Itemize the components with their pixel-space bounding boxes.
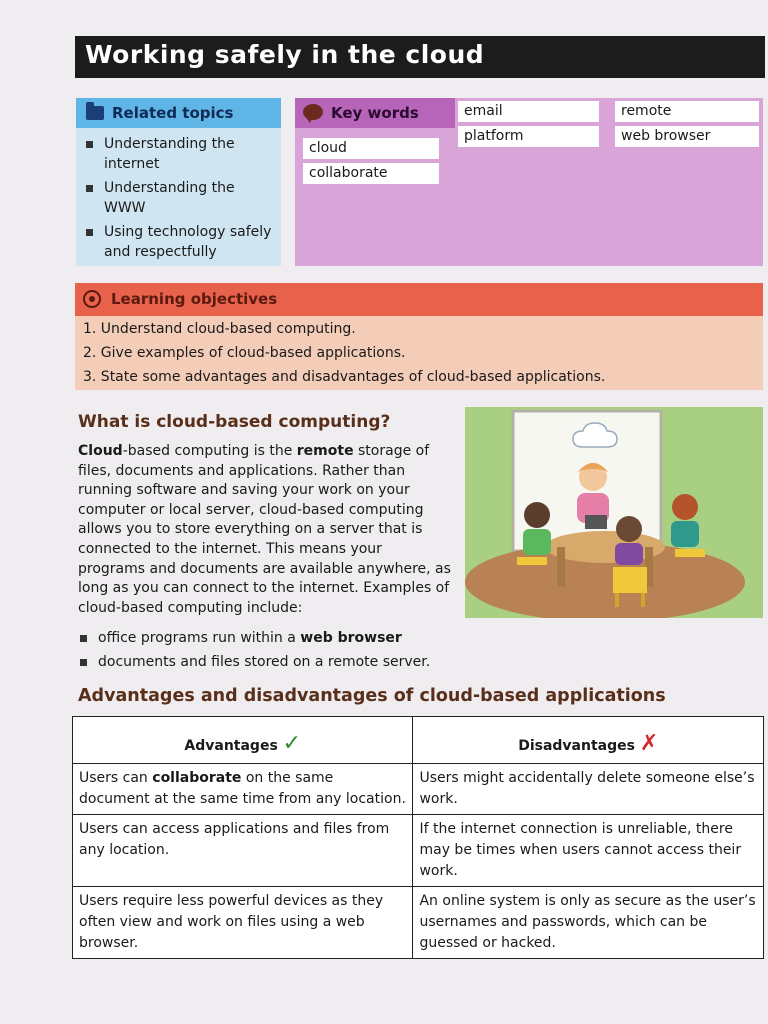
cell-text: Users can xyxy=(79,770,153,786)
keyword-collaborate: collaborate xyxy=(303,163,439,184)
advantage-cell xyxy=(73,764,413,815)
example-item xyxy=(78,628,453,648)
objective-item: 1. Understand cloud-based computing. xyxy=(83,321,356,337)
objective-item: 3. State some advantages and disadvantages of cloud-based applications. xyxy=(83,369,606,385)
check-icon: ✓ xyxy=(282,731,302,756)
table-header-row xyxy=(73,717,764,764)
related-topic-item: Understanding the WWW xyxy=(84,178,279,218)
disadvantages-header xyxy=(413,717,764,764)
speech-bubble-icon xyxy=(303,104,323,120)
classroom-drawing xyxy=(465,407,763,618)
table-row xyxy=(73,887,764,959)
term-collaborate: collaborate xyxy=(152,770,242,786)
related-topics-header xyxy=(76,98,281,128)
related-topic-item: Understanding the internet xyxy=(84,134,279,174)
learning-objectives-header xyxy=(75,283,763,316)
learning-objectives-list xyxy=(75,316,763,390)
example-item: documents and files stored on a remote server. xyxy=(78,652,453,672)
para-text: storage of files, documents and applications. Rather than running software and saving your work on your computer or local server, cloud-based computing allows you to store everything on a server that is connected to the internet. This means your programs and documents are available anywhere, as long as you can connect to the internet. Examples of cloud-based computing include: xyxy=(78,443,451,616)
advantages-label: Advantages xyxy=(184,738,278,754)
examples-list xyxy=(78,628,453,676)
disadvantage-cell: An online system is only as secure as the user’s usernames and passwords, which can be guessed or hacked. xyxy=(413,887,764,959)
term-remote: remote xyxy=(296,443,354,459)
keyword-web-browser: web browser xyxy=(615,126,759,147)
related-topics-title: Related topics xyxy=(112,104,234,122)
related-topic-item: Using technology safely and respectfully xyxy=(84,222,279,262)
related-topics-box xyxy=(76,98,281,266)
disadvantages-label: Disadvantages xyxy=(518,738,635,754)
para-text: -based computing is the xyxy=(122,443,297,459)
advantages-header xyxy=(73,717,413,764)
keyword-remote: remote xyxy=(615,101,759,122)
advantages-table xyxy=(72,716,764,959)
keyword-cloud: cloud xyxy=(303,138,439,159)
advantage-cell: Users can access applications and files from any location. xyxy=(73,815,413,887)
example-text: office programs run within a xyxy=(98,630,301,646)
disadvantage-cell: Users might accidentally delete someone else’s work. xyxy=(413,764,764,815)
disadvantage-cell: If the internet connection is unreliable, there may be times when users cannot access their work. xyxy=(413,815,764,887)
folder-icon xyxy=(86,106,104,120)
term-web-browser: web browser xyxy=(300,630,402,646)
advantage-cell: Users require less powerful devices as they often view and work on files using a web browser. xyxy=(73,887,413,959)
title-bar xyxy=(75,36,765,78)
cell-text: on the same document at the same time from any location. xyxy=(79,770,406,807)
cross-icon: ✗ xyxy=(639,731,659,756)
classroom-illustration xyxy=(465,407,763,618)
related-topics-list xyxy=(84,134,279,266)
term-cloud: Cloud xyxy=(78,443,123,459)
key-words-box xyxy=(295,98,763,266)
keyword-platform: platform xyxy=(458,126,599,147)
section-heading-cloud-computing: What is cloud-based computing? xyxy=(78,412,391,432)
objective-item: 2. Give examples of cloud-based applications. xyxy=(83,345,406,361)
page-title: Working safely in the cloud xyxy=(85,40,485,69)
cloud-computing-paragraph xyxy=(78,442,453,618)
section-heading-advantages: Advantages and disadvantages of cloud-based applications xyxy=(78,686,666,706)
table-row xyxy=(73,764,764,815)
target-icon xyxy=(83,290,101,308)
key-words-header xyxy=(295,98,455,128)
learning-objectives-title: Learning objectives xyxy=(111,290,278,308)
key-words-title: Key words xyxy=(331,104,419,122)
table-row xyxy=(73,815,764,887)
keyword-email: email xyxy=(458,101,599,122)
